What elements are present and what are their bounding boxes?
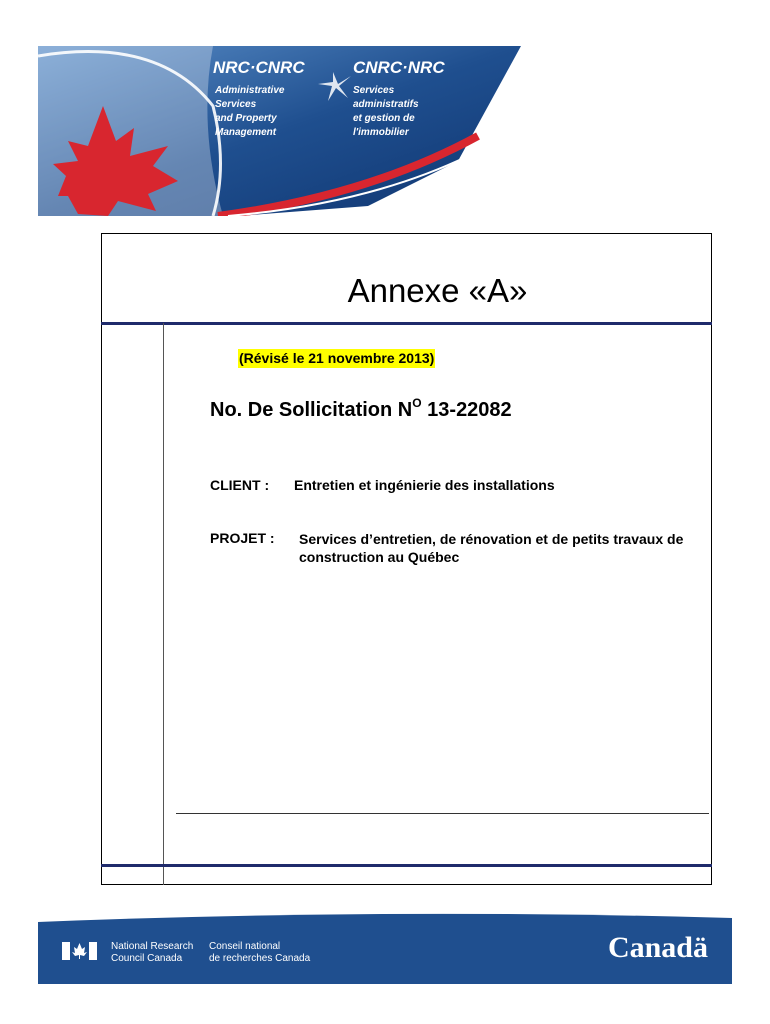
canada-wordmark: Canadä xyxy=(607,931,708,964)
nrc-name-fr: Conseil national de recherches Canada xyxy=(209,941,311,964)
service-name-en: Administrative Services and Property Management xyxy=(215,85,285,138)
projet-value: Services d’entretien, de rénovation et de petits travaux de construction au Québec xyxy=(299,531,684,565)
bottom-rule xyxy=(101,864,712,867)
nrc-logo-right: CNRC·NRC xyxy=(353,58,445,77)
footer-banner xyxy=(38,912,732,984)
content-divider xyxy=(176,813,709,814)
margin-divider xyxy=(163,323,164,885)
projet-label: PROJET : xyxy=(210,530,275,546)
client-value: Entretien et ingénierie des installations xyxy=(294,477,555,493)
client-label: CLIENT : xyxy=(210,477,270,493)
sollicitation-superscript: O xyxy=(412,396,422,410)
sollicitation-heading xyxy=(210,396,512,422)
nrc-name-en: National Research Council Canada xyxy=(111,941,194,964)
service-name-fr: Services administratifs et gestion de l'immobilier xyxy=(353,85,419,138)
revision-note: (Révisé le 21 novembre 2013) xyxy=(239,350,435,366)
sollicitation-prefix: No. De Sollicitation N xyxy=(210,399,413,421)
page-title: Annexe «A» xyxy=(347,272,528,309)
sollicitation-number: 13-22082 xyxy=(427,399,512,421)
title-rule xyxy=(101,322,712,325)
header-banner xyxy=(38,46,521,216)
nrc-logo-left: NRC·CNRC xyxy=(213,58,305,77)
canada-flag-icon xyxy=(62,942,97,960)
